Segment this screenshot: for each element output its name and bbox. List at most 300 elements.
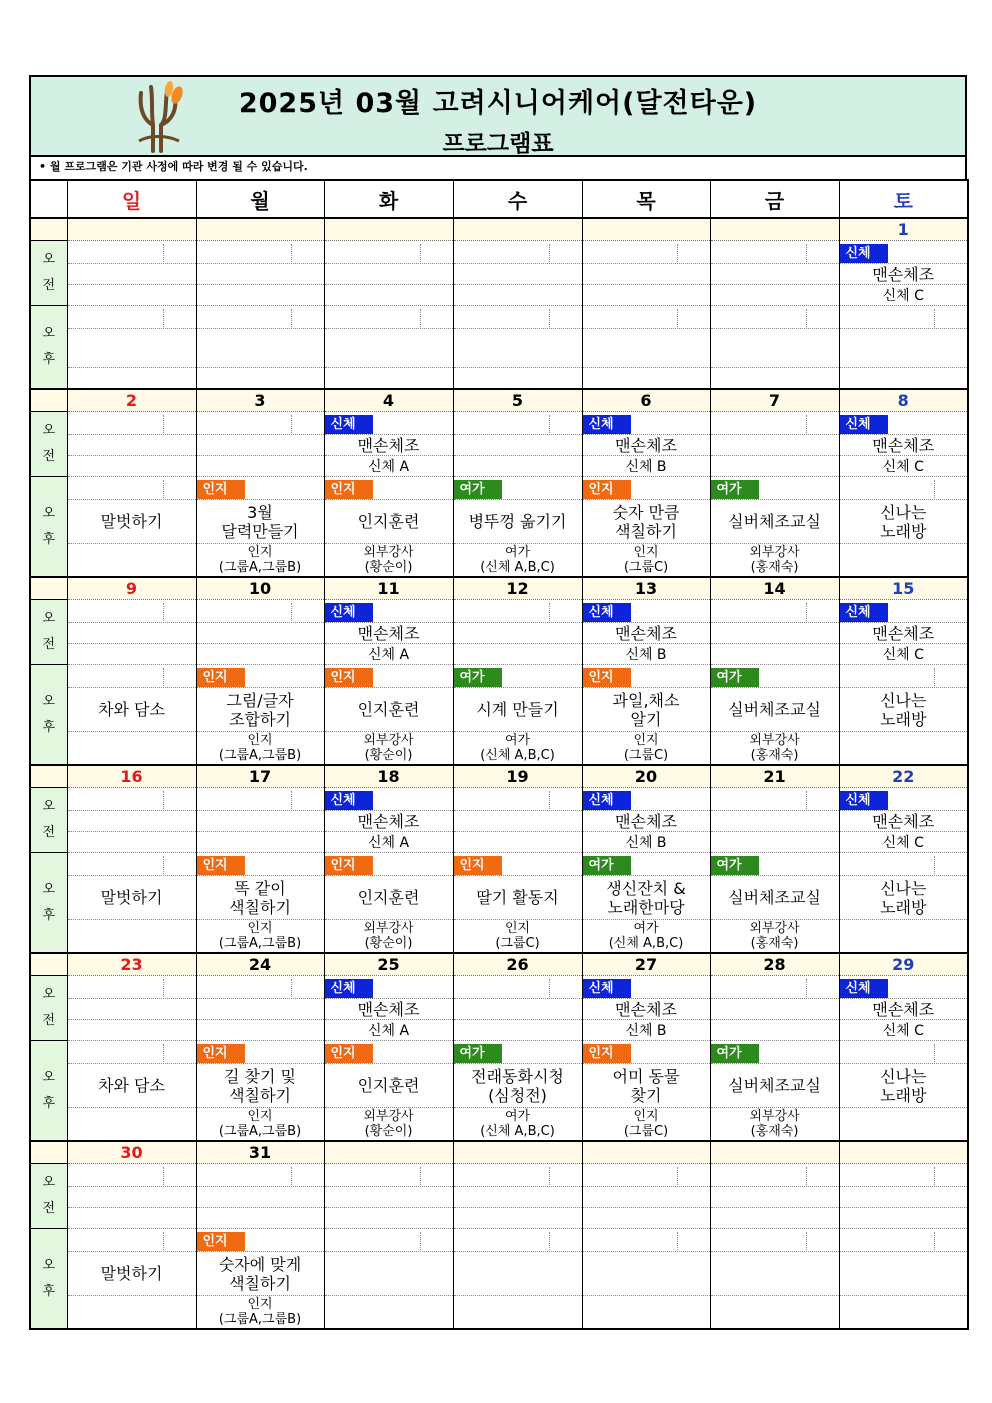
- am-cell: [710, 285, 839, 306]
- pm-cell: [839, 1041, 968, 1064]
- pm-cell: [196, 732, 324, 766]
- pm-cell: [453, 1041, 582, 1064]
- am-row: [30, 1164, 968, 1187]
- date-row-spacer: [30, 577, 67, 600]
- am-cell: [582, 976, 710, 999]
- activity-label: 말벗하기: [100, 888, 163, 907]
- pm-row: [30, 1229, 968, 1252]
- group-label: 신체 C: [882, 1023, 924, 1039]
- am-cell: [67, 999, 196, 1020]
- am-row: [30, 644, 968, 665]
- am-cell: [453, 644, 582, 665]
- am-row: [30, 456, 968, 477]
- pm-cell: [453, 1252, 582, 1296]
- am-cell: [710, 811, 839, 832]
- date-row-spacer: [30, 953, 67, 976]
- activity-label: 인지훈련: [357, 888, 420, 907]
- am-cell: [710, 1187, 839, 1208]
- weekday-header-row: [30, 180, 968, 218]
- pm-cell: [710, 1229, 839, 1252]
- pm-cell: [67, 853, 196, 876]
- am-cell: [582, 623, 710, 644]
- category-tag: 인지: [197, 668, 245, 687]
- am-cell: [196, 811, 324, 832]
- activity-note: 인지 (그룹A,그룹B): [218, 1109, 302, 1139]
- category-tag: 인지: [325, 856, 373, 875]
- category-tag-physical: 신체: [583, 415, 631, 434]
- pm-cell: [453, 1108, 582, 1142]
- pm-cell: [67, 500, 196, 544]
- pm-cell: [324, 1108, 453, 1142]
- date-row-spacer: [30, 765, 67, 788]
- category-tag: 인지: [583, 1044, 631, 1063]
- cell-divider: [486, 309, 550, 327]
- activity-note: 외부강사 (황순이): [363, 921, 414, 951]
- am-cell: [67, 412, 196, 435]
- cell-divider: [486, 979, 550, 997]
- am-cell: [67, 435, 196, 456]
- activity-label: 차와 담소: [98, 1076, 165, 1095]
- pm-cell: [324, 477, 453, 500]
- am-cell: [582, 644, 710, 665]
- pm-cell: [710, 688, 839, 732]
- pm-cell: [324, 853, 453, 876]
- pm-row: [30, 477, 968, 500]
- pm-cell: [710, 500, 839, 544]
- activity-note: 인지 (그룹C): [623, 545, 669, 575]
- am-cell: [839, 832, 968, 853]
- category-tag: 인지: [454, 856, 502, 875]
- am-row: [30, 435, 968, 456]
- pm-cell: [324, 732, 453, 766]
- am-cell: [453, 1020, 582, 1041]
- activity-label: 맨손체조: [872, 435, 935, 455]
- pm-cell: [582, 1229, 710, 1252]
- pm-cell: [582, 688, 710, 732]
- pm-row: [30, 544, 968, 578]
- am-cell: [324, 1020, 453, 1041]
- group-label: 신체 C: [882, 835, 924, 851]
- cell-divider: [100, 603, 164, 621]
- pm-cell: [453, 920, 582, 954]
- pm-cell: [196, 544, 324, 578]
- category-tag: 여가: [711, 856, 759, 875]
- weekday-3: 수: [453, 180, 582, 218]
- pm-row: [30, 688, 968, 732]
- cell-divider: [228, 415, 292, 433]
- pm-cell: [67, 732, 196, 766]
- pm-cell: [839, 477, 968, 500]
- cell-divider: [228, 244, 292, 262]
- pm-cell: [839, 1064, 968, 1108]
- am-cell: [453, 811, 582, 832]
- am-cell: [839, 1164, 968, 1187]
- am-cell: [324, 241, 453, 264]
- date-cell: 9: [67, 577, 196, 600]
- date-cell: 4: [324, 389, 453, 412]
- pm-cell: [582, 876, 710, 920]
- corner-cell: [30, 180, 67, 218]
- am-cell: [196, 1208, 324, 1229]
- category-tag: 여가: [454, 1044, 502, 1063]
- am-row: [30, 1020, 968, 1041]
- am-cell: [453, 1164, 582, 1187]
- am-cell: [453, 456, 582, 477]
- pm-cell: [196, 477, 324, 500]
- am-row: [30, 264, 968, 285]
- am-cell: [839, 600, 968, 623]
- pm-cell: [839, 368, 968, 390]
- pm-cell: [582, 1108, 710, 1142]
- pm-cell: [710, 1064, 839, 1108]
- activity-label: 맨손체조: [357, 435, 420, 455]
- pm-cell: [710, 544, 839, 578]
- activity-label: 차와 담소: [98, 700, 165, 719]
- cell-divider: [100, 244, 164, 262]
- pm-cell: [324, 1252, 453, 1296]
- category-tag: 여가: [454, 668, 502, 687]
- pm-cell: [710, 306, 839, 329]
- am-cell: [67, 1020, 196, 1041]
- am-cell: [196, 788, 324, 811]
- date-cell: 3: [196, 389, 324, 412]
- date-cell: 20: [582, 765, 710, 788]
- category-tag-physical: 신체: [583, 791, 631, 810]
- am-cell: [453, 435, 582, 456]
- date-cell: [710, 1141, 839, 1164]
- activity-label: 인지훈련: [357, 512, 420, 531]
- pm-cell: [67, 920, 196, 954]
- pm-cell: [67, 1041, 196, 1064]
- cell-divider: [228, 603, 292, 621]
- am-cell: [67, 1208, 196, 1229]
- pm-row: [30, 876, 968, 920]
- pm-cell: [582, 306, 710, 329]
- am-cell: [453, 264, 582, 285]
- activity-label: 맨손체조: [357, 999, 420, 1019]
- date-cell: 31: [196, 1141, 324, 1164]
- am-cell: [839, 264, 968, 285]
- group-label: 신체 C: [882, 288, 924, 304]
- category-tag-physical: 신체: [840, 415, 888, 434]
- pm-row: [30, 500, 968, 544]
- category-tag-physical: 신체: [840, 979, 888, 998]
- date-cell: 26: [453, 953, 582, 976]
- activity-label: 생신잔치 & 노래한마당: [606, 878, 686, 917]
- am-cell: [582, 1187, 710, 1208]
- pm-cell: [67, 1108, 196, 1142]
- pm-cell: [839, 732, 968, 766]
- date-cell: [453, 218, 582, 241]
- pm-cell: [839, 665, 968, 688]
- pm-cell: [67, 876, 196, 920]
- activity-label: 신나는 노래방: [880, 690, 927, 729]
- pm-cell: [582, 732, 710, 766]
- cell-divider: [100, 668, 164, 686]
- pm-cell: [582, 920, 710, 954]
- pm-cell: [582, 500, 710, 544]
- am-cell: [324, 456, 453, 477]
- am-cell: [324, 811, 453, 832]
- activity-label: 시계 만들기: [476, 700, 559, 719]
- morning-label: 오 전: [30, 412, 67, 477]
- am-cell: [839, 999, 968, 1020]
- pm-cell: [839, 688, 968, 732]
- pm-cell: [67, 1252, 196, 1296]
- am-cell: [710, 623, 839, 644]
- am-cell: [710, 435, 839, 456]
- am-cell: [453, 600, 582, 623]
- am-cell: [582, 811, 710, 832]
- date-row: [30, 218, 968, 241]
- am-cell: [710, 1164, 839, 1187]
- cell-divider: [614, 309, 678, 327]
- am-cell: [839, 241, 968, 264]
- date-row: [30, 577, 968, 600]
- activity-label: 숫자 만큼 색칠하기: [612, 502, 680, 541]
- am-cell: [196, 412, 324, 435]
- date-cell: [196, 218, 324, 241]
- pm-cell: [196, 876, 324, 920]
- category-tag-physical: 신체: [325, 415, 373, 434]
- pm-cell: [710, 920, 839, 954]
- cell-divider: [228, 791, 292, 809]
- pm-cell: [453, 544, 582, 578]
- date-cell: 12: [453, 577, 582, 600]
- activity-note: 인지 (그룹A,그룹B): [218, 545, 302, 575]
- date-cell: [324, 1141, 453, 1164]
- cell-divider: [871, 1044, 935, 1062]
- pm-cell: [710, 1252, 839, 1296]
- pm-row: [30, 665, 968, 688]
- pm-cell: [453, 732, 582, 766]
- activity-label: 3월 달력만들기: [221, 502, 299, 541]
- pm-row: [30, 853, 968, 876]
- date-cell: 18: [324, 765, 453, 788]
- pm-cell: [453, 1229, 582, 1252]
- am-row: [30, 285, 968, 306]
- am-cell: [196, 1020, 324, 1041]
- cell-divider: [357, 244, 421, 262]
- pm-cell: [710, 1041, 839, 1064]
- am-cell: [839, 788, 968, 811]
- date-cell: 1: [839, 218, 968, 241]
- date-cell: 24: [196, 953, 324, 976]
- activity-label: 맨손체조: [872, 264, 935, 284]
- date-row: [30, 1141, 968, 1164]
- header-banner: [29, 75, 967, 157]
- group-label: 신체 C: [882, 459, 924, 475]
- date-cell: [710, 218, 839, 241]
- am-cell: [196, 435, 324, 456]
- pm-cell: [582, 1296, 710, 1330]
- date-cell: 23: [67, 953, 196, 976]
- am-row: [30, 788, 968, 811]
- pm-cell: [196, 853, 324, 876]
- cell-divider: [871, 856, 935, 874]
- am-cell: [453, 999, 582, 1020]
- pm-cell: [839, 329, 968, 368]
- am-cell: [453, 241, 582, 264]
- am-cell: [582, 832, 710, 853]
- am-cell: [839, 456, 968, 477]
- cell-divider: [100, 1232, 164, 1250]
- pm-cell: [67, 477, 196, 500]
- am-cell: [196, 623, 324, 644]
- activity-label: 똑 같이 색칠하기: [229, 878, 291, 917]
- morning-label: 오 전: [30, 600, 67, 665]
- activity-label: 병뚜껑 옮기기: [468, 512, 567, 531]
- pm-cell: [324, 688, 453, 732]
- activity-label: 실버체조교실: [728, 512, 821, 531]
- category-tag: 인지: [583, 480, 631, 499]
- date-row-spacer: [30, 1141, 67, 1164]
- cell-divider: [100, 415, 164, 433]
- am-cell: [324, 1164, 453, 1187]
- pm-cell: [196, 920, 324, 954]
- activity-label: 맨손체조: [872, 623, 935, 643]
- pm-row: [30, 1041, 968, 1064]
- activity-label: 딸기 활동지: [476, 888, 559, 907]
- date-cell: 25: [324, 953, 453, 976]
- cell-divider: [100, 979, 164, 997]
- activity-note: 여가 (신체 A,B,C): [480, 545, 555, 575]
- group-label: 신체 B: [625, 1023, 667, 1039]
- pm-cell: [67, 329, 196, 368]
- group-label: 신체 B: [625, 459, 667, 475]
- pm-cell: [582, 665, 710, 688]
- am-cell: [453, 285, 582, 306]
- pm-cell: [324, 329, 453, 368]
- activity-label: 길 찾기 및 색칠하기: [224, 1066, 296, 1105]
- am-row: [30, 241, 968, 264]
- activity-note: 인지 (그룹C): [623, 733, 669, 763]
- cell-divider: [357, 1232, 421, 1250]
- pm-row: [30, 732, 968, 766]
- cell-divider: [743, 791, 807, 809]
- pm-cell: [839, 1229, 968, 1252]
- group-label: 신체 A: [367, 647, 410, 663]
- activity-label: 실버체조교실: [728, 1076, 821, 1095]
- am-cell: [839, 412, 968, 435]
- activity-note: 외부강사 (황순이): [363, 545, 414, 575]
- am-cell: [582, 264, 710, 285]
- pm-cell: [67, 1064, 196, 1108]
- am-cell: [196, 600, 324, 623]
- activity-label: 그림/글자 조합하기: [226, 690, 294, 729]
- pm-cell: [324, 1041, 453, 1064]
- activity-label: 전래동화시청 (심청전): [471, 1066, 564, 1105]
- am-row: [30, 832, 968, 853]
- pm-cell: [324, 920, 453, 954]
- date-row-spacer: [30, 389, 67, 412]
- category-tag-physical: 신체: [325, 791, 373, 810]
- calendar-table: [29, 179, 969, 1330]
- am-cell: [67, 1187, 196, 1208]
- pm-cell: [582, 853, 710, 876]
- am-cell: [324, 832, 453, 853]
- cell-divider: [614, 1167, 678, 1185]
- am-row: [30, 600, 968, 623]
- activity-label: 맨손체조: [357, 623, 420, 643]
- activity-label: 맨손체조: [872, 811, 935, 831]
- group-label: 신체 A: [367, 459, 410, 475]
- afternoon-label: 오 후: [30, 665, 67, 766]
- pm-cell: [67, 544, 196, 578]
- category-tag: 인지: [197, 1232, 245, 1251]
- pm-cell: [67, 306, 196, 329]
- am-cell: [67, 788, 196, 811]
- am-cell: [67, 285, 196, 306]
- activity-note: 여가 (신체 A,B,C): [480, 733, 555, 763]
- afternoon-label: 오 후: [30, 1229, 67, 1330]
- cell-divider: [100, 1044, 164, 1062]
- am-cell: [67, 623, 196, 644]
- pm-cell: [67, 1229, 196, 1252]
- cell-divider: [743, 1167, 807, 1185]
- am-cell: [839, 285, 968, 306]
- weekday-1: 월: [196, 180, 324, 218]
- am-row: [30, 999, 968, 1020]
- date-cell: 30: [67, 1141, 196, 1164]
- cell-divider: [871, 1232, 935, 1250]
- am-cell: [710, 456, 839, 477]
- activity-note: 외부강사 (홍재숙): [749, 545, 800, 575]
- am-cell: [453, 412, 582, 435]
- pm-cell: [582, 1252, 710, 1296]
- cell-divider: [100, 480, 164, 498]
- cell-divider: [871, 1167, 935, 1185]
- am-cell: [582, 788, 710, 811]
- activity-note: 여가 (신체 A,B,C): [608, 921, 684, 951]
- am-cell: [582, 1020, 710, 1041]
- am-cell: [453, 1187, 582, 1208]
- cell-divider: [614, 1232, 678, 1250]
- pm-cell: [324, 1296, 453, 1330]
- am-cell: [67, 811, 196, 832]
- date-row: [30, 389, 968, 412]
- date-cell: 22: [839, 765, 968, 788]
- pm-cell: [710, 329, 839, 368]
- pm-cell: [582, 1064, 710, 1108]
- activity-label: 인지훈련: [357, 700, 420, 719]
- date-row: [30, 953, 968, 976]
- category-tag-physical: 신체: [583, 979, 631, 998]
- notice-text: • 월 프로그램은 기관 사정에 따라 변경 될 수 있습니다.: [29, 157, 967, 179]
- category-tag: 인지: [197, 480, 245, 499]
- weekday-5: 금: [710, 180, 839, 218]
- pm-cell: [710, 1296, 839, 1330]
- am-cell: [67, 264, 196, 285]
- am-row: [30, 412, 968, 435]
- pm-cell: [839, 876, 968, 920]
- pm-cell: [324, 876, 453, 920]
- date-cell: 13: [582, 577, 710, 600]
- pm-cell: [582, 329, 710, 368]
- group-label: 신체 B: [625, 835, 667, 851]
- activity-label: 맨손체조: [615, 999, 677, 1019]
- am-row: [30, 1187, 968, 1208]
- cell-divider: [486, 1232, 550, 1250]
- cell-divider: [100, 856, 164, 874]
- pm-cell: [196, 1229, 324, 1252]
- cell-divider: [486, 1167, 550, 1185]
- pm-cell: [582, 368, 710, 390]
- am-row: [30, 1208, 968, 1229]
- category-tag: 여가: [711, 480, 759, 499]
- am-cell: [453, 623, 582, 644]
- cell-divider: [871, 309, 935, 327]
